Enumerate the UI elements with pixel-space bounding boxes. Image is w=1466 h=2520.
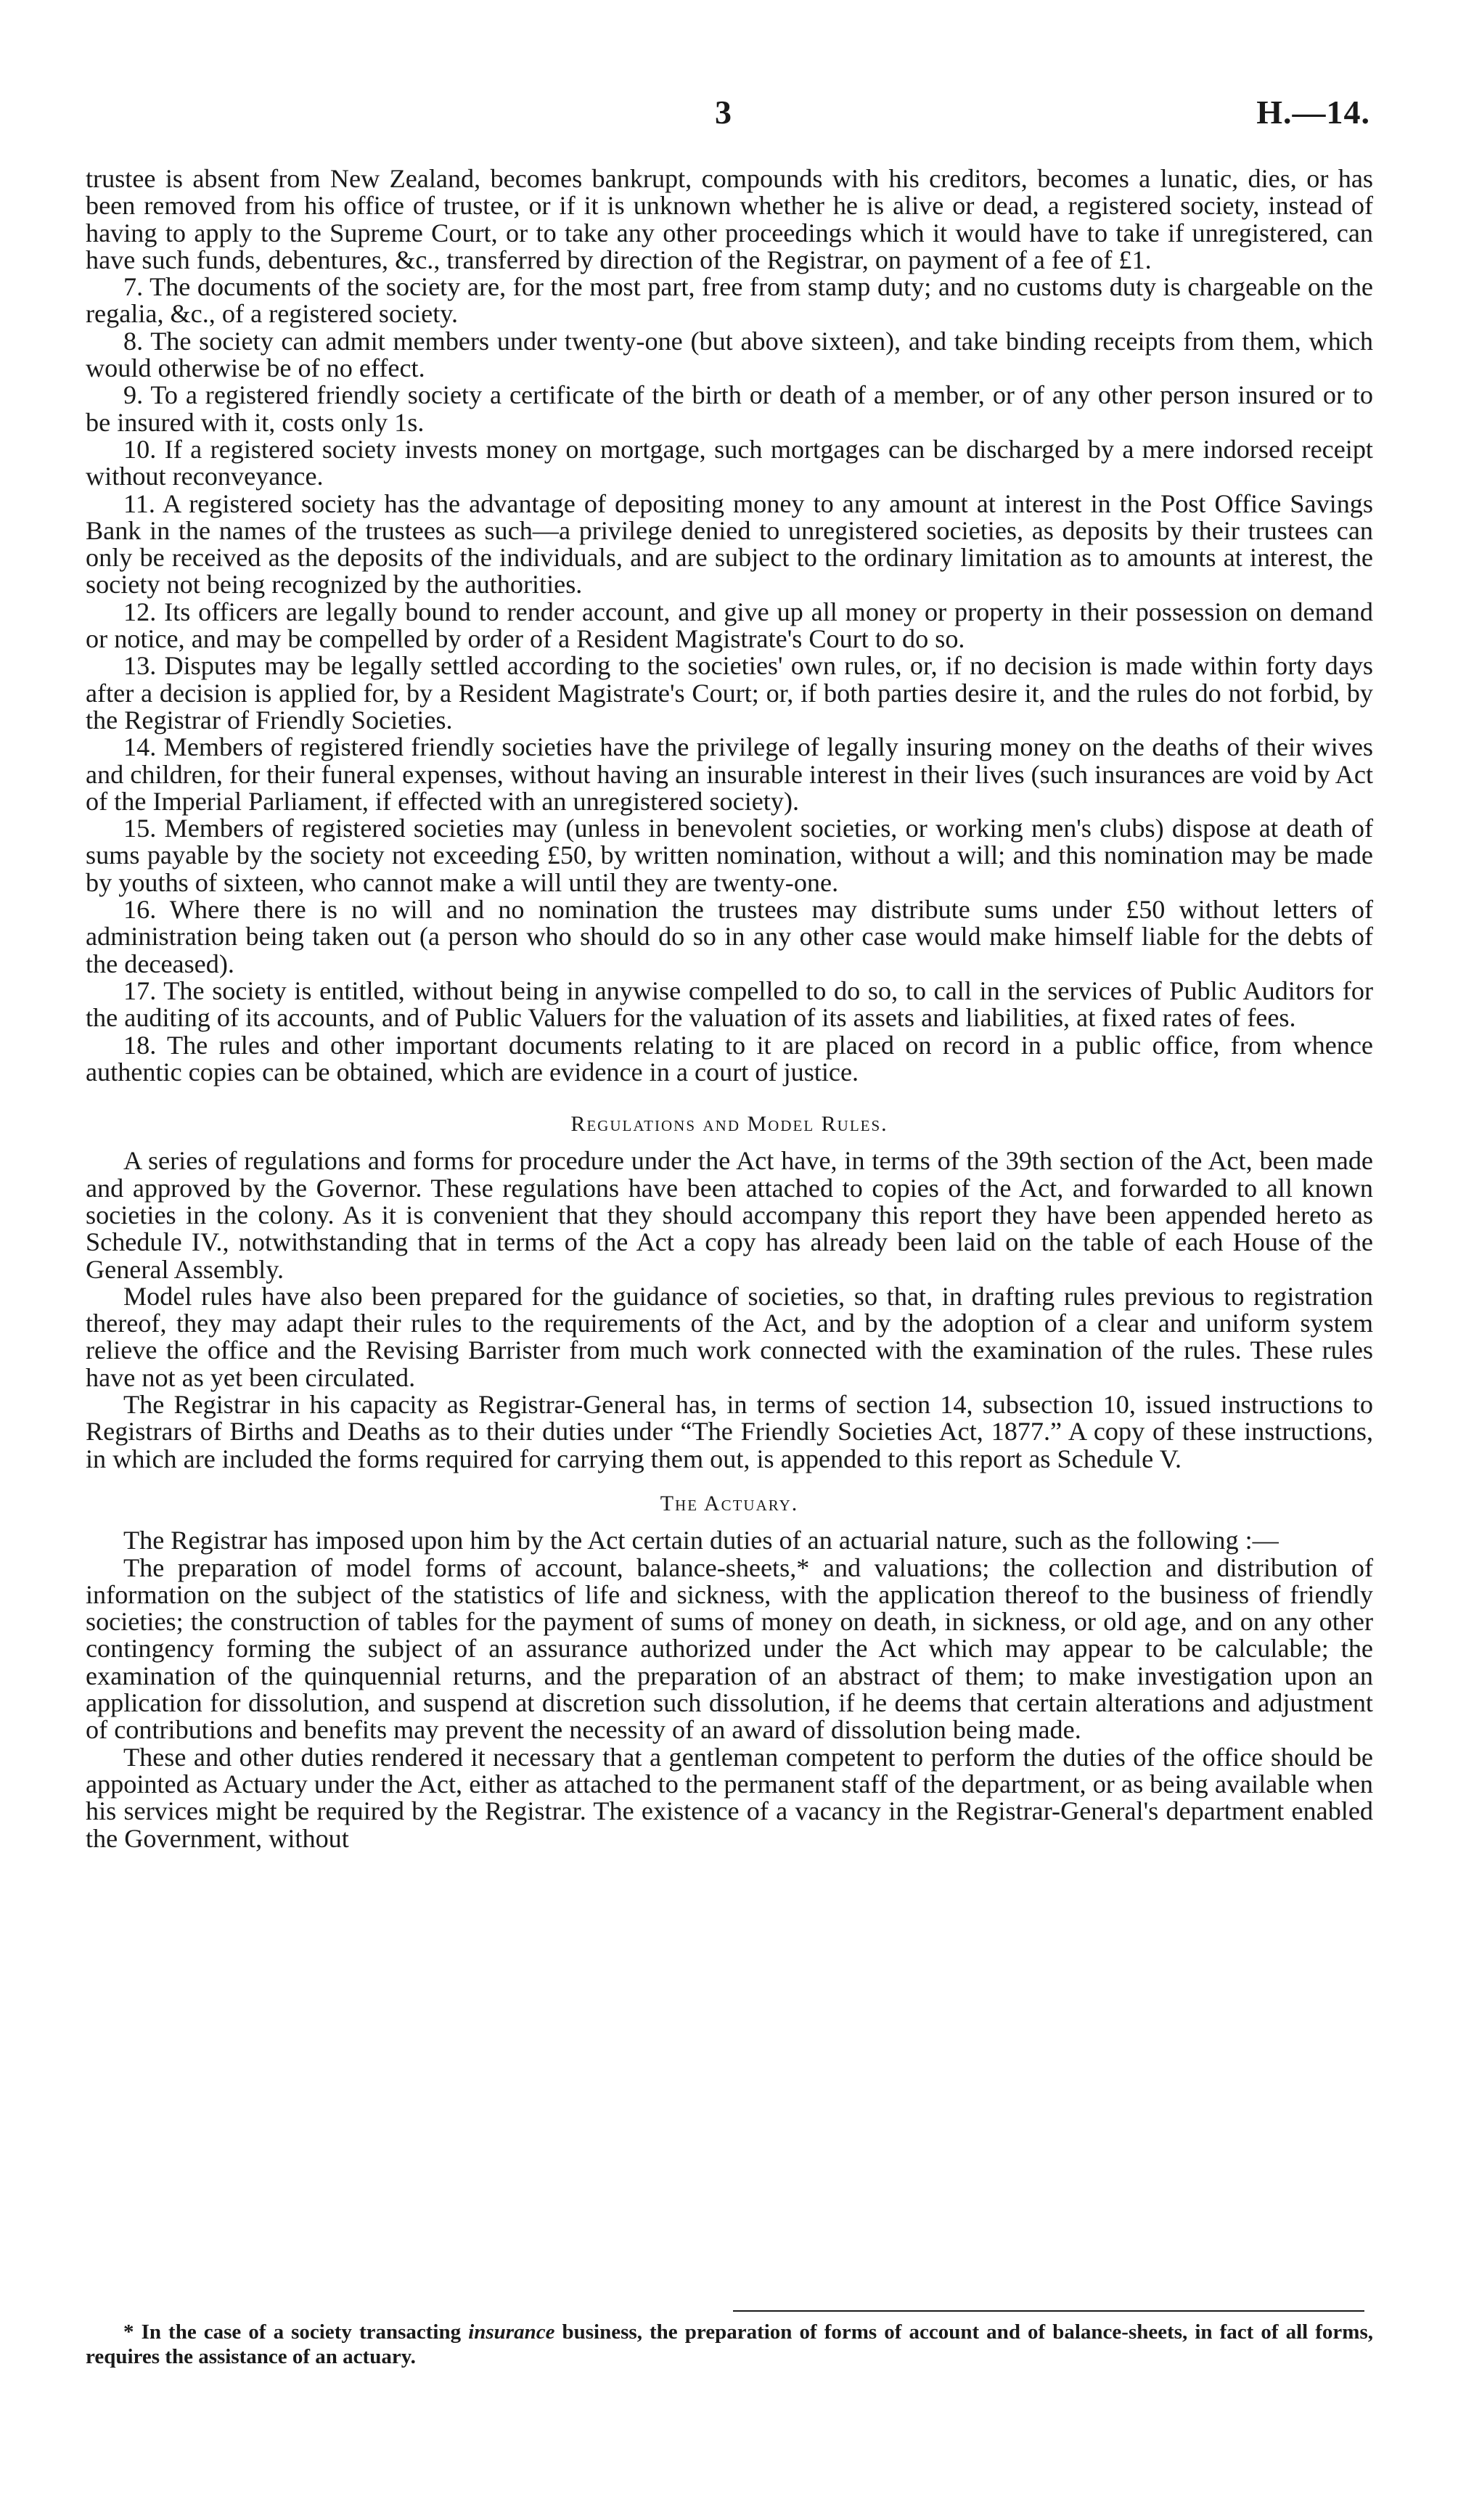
footnote-text-end: business, the preparation of forms of account and of balance-sheets, in fact of all forms, requires the assistance of an actuary. [86, 2320, 1373, 2368]
list-item: 16. Where there is no will and no nomination the trustees may distribute sums under £50 without letters of administration being taken out (a person who should do so in any other case would make himself liable for the debts of the deceased). [86, 895, 1373, 978]
list-item: 7. The documents of the society are, for the most part, free from stamp duty; and no customs duty is chargeable on the regalia, &c., of a registered society. [86, 272, 1373, 329]
paragraph: A series of regulations and forms for procedure under the Act have, in terms of the 39th section of the Act, been made and approved by the Governor. These regulations have been attached to copies of the Act, and forwarded to all known societies in the colony. As it is convenient that they should accompany this report they have been appended hereto as Schedule IV., notwithstanding that in terms of the Act a copy has already been laid on the table of each House of the General Assembly. [86, 1146, 1373, 1284]
paragraph: Model rules have also been prepared for the guidance of societies, so that, in drafting rules previous to registration thereof, they may adapt their rules to the requirements of the Act, and by the adoption of a clear and uniform system relieve the office and the Revising Barrister from much work connected with the examination of the rules. These rules have not as yet been circulated. [86, 1281, 1373, 1392]
list-item: 13. Disputes may be legally settled according to the societies' own rules, or, if no decision is made within forty days after a decision is applied for, by a Resident Magistrate's Court; or, if both parties desire it, and the rules do not forbid, by the Registrar of Friendly Societies. [86, 651, 1373, 735]
footnote-divider [733, 2310, 1364, 2312]
list-item: 11. A registered society has the advantage of depositing money to any amount at interest in the Post Office Savings Bank in the names of the trustees as such—a privilege denied to unregistered societies, as deposits by their trustees can only be received as the deposits of the individuals, and are subject to the ordinary limitation as to amounts at interest, the society not being recognized by the authorities. [86, 488, 1373, 600]
page-number: 3 [715, 94, 732, 131]
list-item: 15. Members of registered societies may (unless in benevolent societies, or working men's clubs) dispose at death of sums payable by the society not exceeding £50, by written nomination, without a will; and this nomination may be made by youths of sixteen, who cannot make a will until they are twenty-one. [86, 814, 1373, 897]
list-item: 14. Members of registered friendly societies have the privilege of legally insuring money on the deaths of their wives and children, for their funeral expenses, without having an insurable interest in their lives (such insurances are void by Act of the Imperial Parliament, if effected with an unregistered society). [86, 732, 1373, 816]
list-item: 18. The rules and other important documents relating to it are placed on record in a public office, from whence authentic copies can be obtained, which are evidence in a court of justice. [86, 1030, 1373, 1087]
footnote-emphasis: insurance [468, 2320, 555, 2344]
list-item: 9. To a registered friendly society a certificate of the birth or death of a member, or of any other person insured or to be insured with it, costs only 1s. [86, 380, 1373, 437]
paragraph: The Registrar in his capacity as Registrar-General has, in terms of section 14, subsection 10, issued instructions to Registrars of Births and Deaths as to their duties under “The Friendly Societies Act, 1877.” A copy of these instructions, in which are included the forms required for carrying them out, is appended to this report as Schedule V. [86, 1390, 1373, 1473]
section-heading-actuary: The Actuary. [660, 1491, 799, 1515]
section-heading-regulations: Regulations and Model Rules. [570, 1112, 888, 1137]
list-item: 17. The society is entitled, without being in anywise compelled to do so, to call in the services of Public Auditors for the auditing of its accounts, and of Public Valuers for the valuation of its assets and liabilities, at fixed rates of fees. [86, 975, 1373, 1033]
list-item: 12. Its officers are legally bound to render account, and give up all money or property in their possession on demand or notice, and may be compelled by order of a Resident Magistrate's Court to do so. [86, 597, 1373, 654]
paragraph: The preparation of model forms of account, balance-sheets,* and valuations; the collection and distribution of information on the subject of the statistics of life and sickness, with the application thereof to the business of friendly societies; the construction of tables for the payment of sums of money on death, in sickness, or old age, and on any other contingency forming the subject of an assurance authorized under the Act which may appear to be calculable; the examination of the quinquennial returns, and the preparation of an abstract of them; to make investigation upon an application for dissolution, and suspend at discretion such dissolution, if he deems that certain alterations and adjustment of contributions and benefits may prevent the necessity of an award of dissolution being made. [86, 1552, 1373, 1745]
list-item: 8. The society can admit members under twenty-one (but above sixteen), and take binding receipts from them, which would otherwise be of no effect. [86, 326, 1373, 383]
paragraph: These and other duties rendered it necessary that a gentleman competent to perform the duties of the office should be appointed as Actuary under the Act, either as attached to the permanent staff of the department, or as being available when his services might be required by the Registrar. The existence of a vacancy in the Registrar-General's department enabled the Government, without [86, 1742, 1373, 1853]
document-code: H.—14. [1256, 94, 1370, 131]
numbered-list [86, 274, 1373, 1086]
paragraph: The Registrar has imposed upon him by the Act certain duties of an actuarial nature, such as the following :— [123, 1526, 1279, 1555]
footnote [86, 2320, 1373, 2369]
footnote-text-start: * In the case of a society transacting [123, 2320, 469, 2344]
list-item: 10. If a registered society invests money on mortgage, such mortgages can be discharged by a mere indorsed receipt without reconveyance. [86, 434, 1373, 491]
continued-paragraph: trustee is absent from New Zealand, becomes bankrupt, compounds with his creditors, becomes a lunatic, dies, or has been removed from his office of trustee, or if it is unknown whether he is alive or dead, a registered society, instead of having to apply to the Supreme Court, or to take any other proceedings which it would have to take if unregistered, can have such funds, debentures, &c., transferred by direction of the Registrar, on payment of a fee of £1. [86, 164, 1373, 274]
body-text [86, 165, 1373, 1852]
